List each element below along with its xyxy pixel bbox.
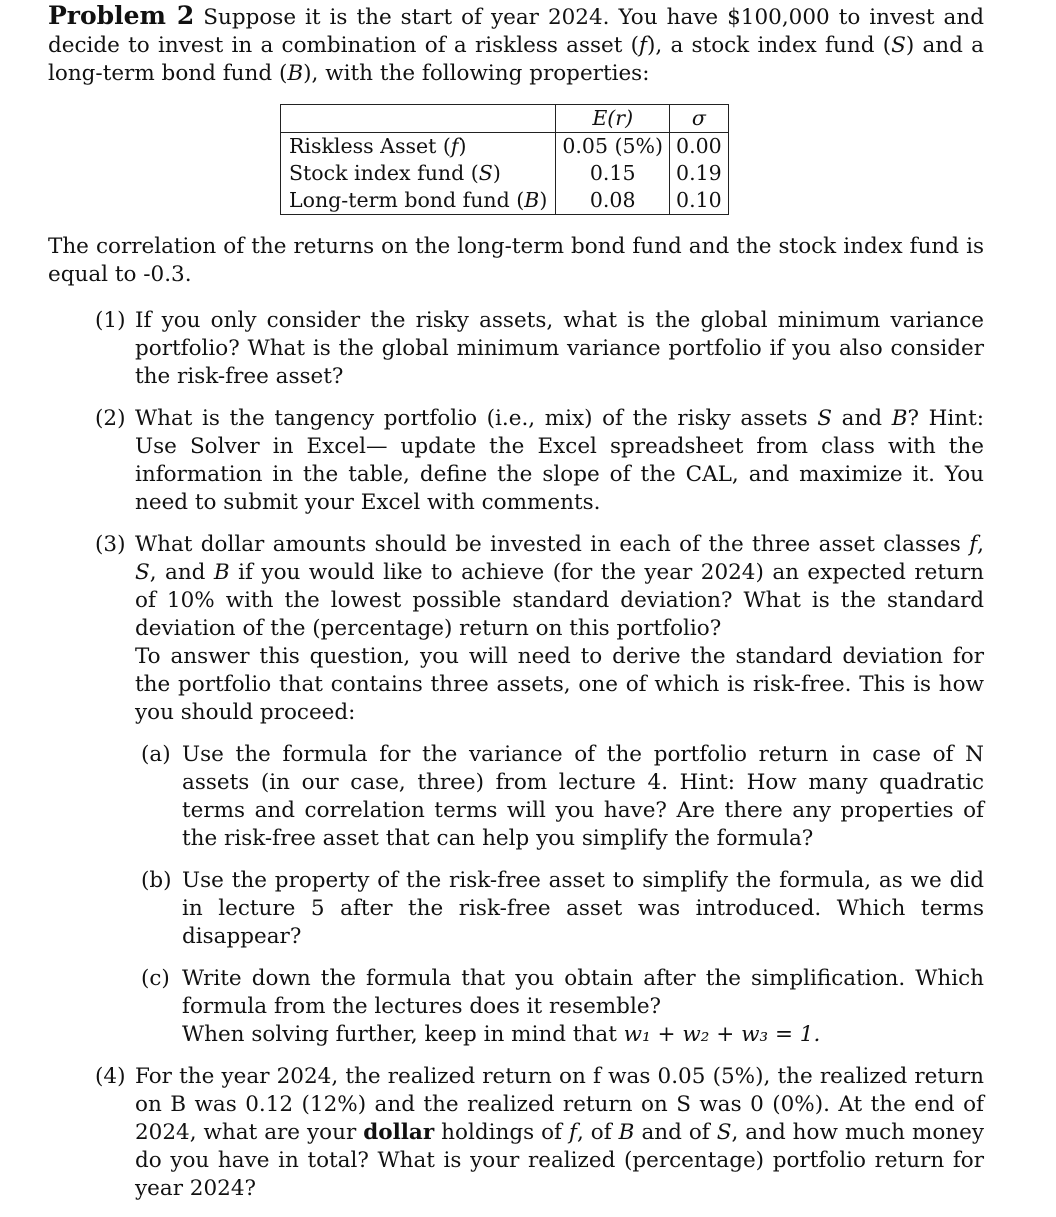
question-number: (4) bbox=[95, 1064, 126, 1089]
stock-expected-return: 0.15 bbox=[556, 160, 670, 187]
bond-expected-return: 0.08 bbox=[556, 187, 670, 215]
row-label-bond: Long-term bond fund (B) bbox=[281, 187, 556, 215]
subpart-c-formula-line: When solving further, keep in mind that w₁ + w₂ + w₃ = 1. bbox=[182, 1022, 821, 1047]
table-row bbox=[281, 187, 729, 215]
question-3 bbox=[48, 531, 984, 1049]
bond-sigma: 0.10 bbox=[670, 187, 729, 215]
subpart-b-text: Use the property of the risk-free asset to simplify the formula, as we did in lecture 5 after the risk-free asset was introduced. Which terms disappear? bbox=[182, 868, 984, 949]
problem-intro: Problem 2 Suppose it is the start of year 2024. You have $100,000 to invest and decide to invest in a combination of a riskless asset (f), a stock index fund (S) and a long-term bond fund (B), with the following properties: bbox=[48, 1, 984, 86]
question-number: (1) bbox=[95, 308, 126, 333]
subpart-number: (a) bbox=[141, 742, 171, 767]
question-list bbox=[48, 307, 984, 1203]
subpart-number: (c) bbox=[141, 966, 170, 991]
riskless-sigma: 0.00 bbox=[670, 133, 729, 161]
asset-properties-table-wrap bbox=[280, 104, 984, 215]
question-4-text: For the year 2024, the realized return on f was 0.05 (5%), the realized return on B was 0.12 (12%) and the realized return on S was 0 (0%). At the end of 2024, what are your dollar holdings of f, of B and of S, and how much money do you have in total? What is your realized (percentage) portfolio return for year 2024? bbox=[135, 1064, 985, 1201]
question-3-text: What dollar amounts should be invested in each of the three asset classes f, S, and B if you would like to achieve (for the year 2024) an expected return of 10% with the lowest possible standard deviation? What is the standard deviation of the (percentage) return on this portfolio? bbox=[135, 532, 984, 641]
table-header-row bbox=[281, 105, 729, 133]
table-row bbox=[281, 160, 729, 187]
subpart-number: (b) bbox=[141, 868, 172, 893]
subpart-c bbox=[135, 965, 984, 1049]
question-2 bbox=[48, 405, 984, 517]
row-label-riskless: Riskless Asset (f) bbox=[281, 133, 556, 161]
header-expected-return: E(r) bbox=[556, 105, 670, 133]
table-row bbox=[281, 133, 729, 161]
weights-sum-formula: w₁ + w₂ + w₃ = 1. bbox=[623, 1022, 821, 1047]
question-1-text: If you only consider the risky assets, what is the global minimum variance portfolio? What is the global minimum variance portfolio if you also consider the risk-free asset? bbox=[135, 308, 984, 389]
correlation-paragraph: The correlation of the returns on the long-term bond fund and the stock index fund is equal to -0.3. bbox=[48, 234, 984, 287]
question-1 bbox=[48, 307, 984, 391]
question-3-instructions: To answer this question, you will need to derive the standard deviation for the portfolio that contains three assets, one of which is risk-free. This is how you should proceed: bbox=[135, 644, 984, 725]
subpart-a bbox=[135, 741, 984, 853]
question-3-subparts bbox=[135, 741, 984, 1049]
question-number: (3) bbox=[95, 532, 126, 557]
riskless-expected-return: 0.05 (5%) bbox=[556, 133, 670, 161]
problem-page bbox=[48, 0, 984, 1217]
stock-sigma: 0.19 bbox=[670, 160, 729, 187]
question-number: (2) bbox=[95, 406, 126, 431]
subpart-b bbox=[135, 867, 984, 951]
table-header-blank bbox=[281, 105, 556, 133]
problem-title: Problem 2 bbox=[48, 1, 195, 30]
subpart-c-text: Write down the formula that you obtain after the simplification. Which formula from the lectures does it resemble? bbox=[182, 966, 984, 1019]
subpart-a-text: Use the formula for the variance of the portfolio return in case of N assets (in our case, three) from lecture 4. Hint: How many quadratic terms and correlation terms will you have? Are there any properties of the risk-free asset that can help you simplify the formula? bbox=[182, 742, 984, 851]
question-4 bbox=[48, 1063, 984, 1203]
question-2-text: What is the tangency portfolio (i.e., mix) of the risky assets S and B? Hint: Use Solver in Excel— update the Excel spreadsheet from class with the information in the table, define the slope of the CAL, and maximize it. You need to submit your Excel with comments. bbox=[135, 406, 984, 515]
asset-properties-table bbox=[280, 104, 729, 215]
header-sigma: σ bbox=[670, 105, 729, 133]
row-label-stock: Stock index fund (S) bbox=[281, 160, 556, 187]
